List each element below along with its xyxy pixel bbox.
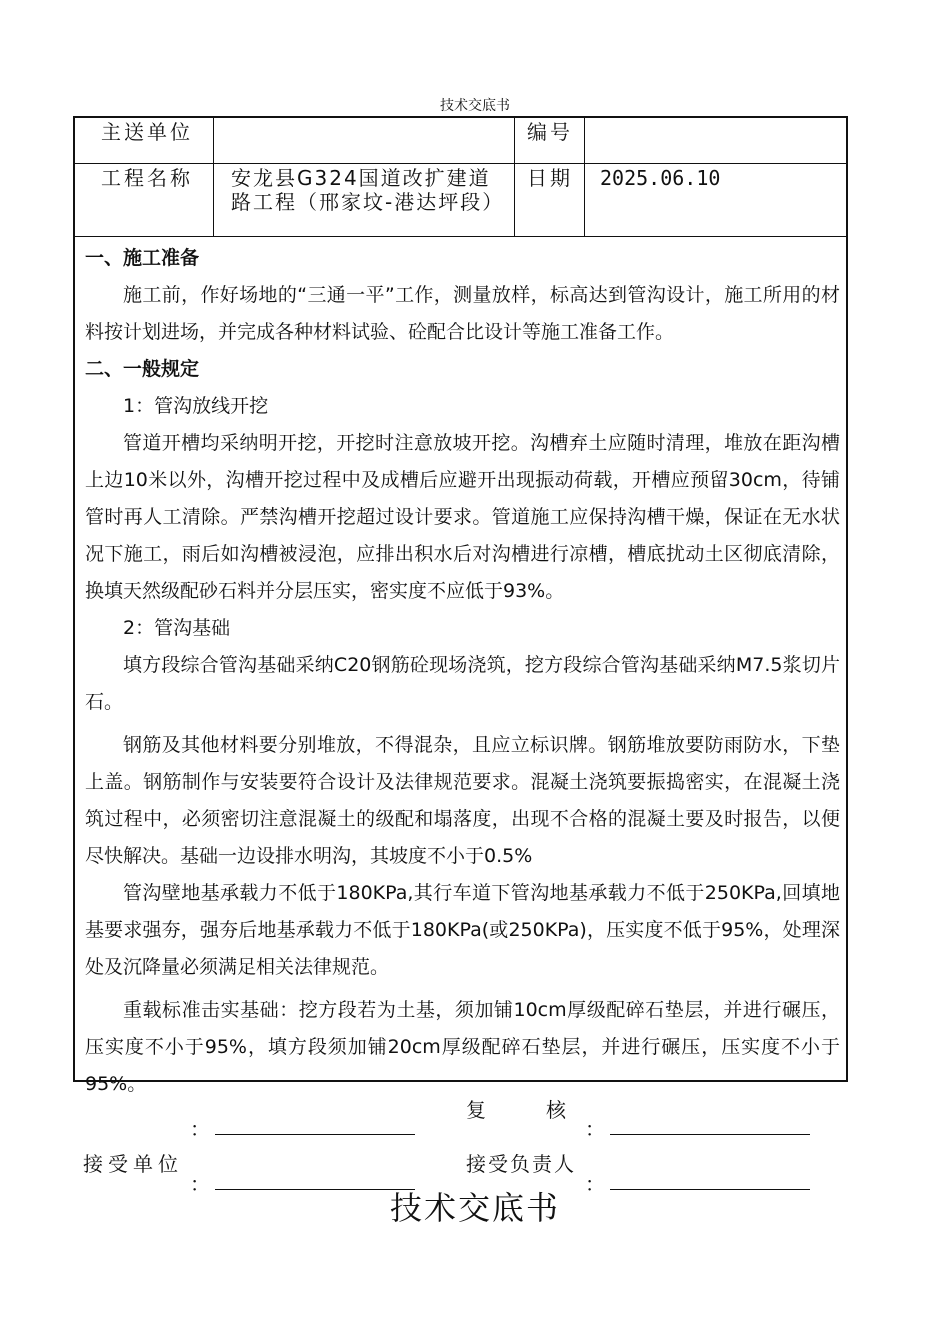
column-divider [213,118,214,236]
sender-label: 主送单位 [101,120,193,144]
foundation-paragraph-3: 管沟壁地基承载力不低于180KPa,其行车道下管沟地基承载力不低于250KPa,回填地基要求强夯，强夯后地基承载力不低于180KPa(或250KPa)，压实度不低于95%，处理深处及沉降量必须满足相关法律规范。 [85,882,840,978]
project-name-value: 安龙县G324国道改扩建道路工程（邢家坟-港达坪段） [231,166,505,214]
row-divider [75,236,846,237]
subheading-trench-excavation: 1：管沟放线开挖 [123,395,269,417]
footer-title: 技术交底书 [389,1189,560,1227]
column-divider [514,118,515,236]
date-value: 2025.06.10 [600,166,721,190]
date-label: 日期 [527,166,573,190]
section-heading-general-rules: 二、一般规定 [85,358,200,380]
foundation-paragraph-1: 填方段综合管沟基础采纳C20钢筋砼现场浇筑，挖方段综合管沟基础采纳M7.5浆切片石。 [85,654,840,713]
receiver-unit-label: 接受单位 [83,1152,183,1176]
signature-line-review [610,1134,810,1135]
trench-excavation-paragraph: 管道开槽均采纳明开挖，开挖时注意放坡开挖。沟槽弃土应随时清理，堆放在距沟槽上边10米以外，沟槽开挖过程中及成槽后应避开出现振动荷载，开槽应预留30cm，待铺管时再人工清除。严禁沟槽开挖超过设计要求。管道施工应保持沟槽干燥，保证在无水状况下施工，雨后如沟槽被浸泡，应排出积水后对沟槽进行凉槽，槽底扰动土区彻底清除，换填天然级配砂石料并分层压实，密实度不应低于93%。 [85,432,840,602]
section-heading-preparation: 一、施工准备 [85,247,200,269]
page-header-title: 技术交底书 [440,98,510,114]
review-label: 复 核 [466,1098,566,1122]
foundation-paragraph-4: 重载标准击实基础：挖方段若为土基，须加铺10cm厚级配碎石垫层，并进行碾压，压实度不小于95%，填方段须加铺20cm厚级配碎石垫层，并进行碾压，压实度不小于95%。 [85,999,840,1095]
signature-colon: ： [585,1172,605,1196]
preparation-paragraph: 施工前，作好场地的“三通一平”工作，测量放样，标高达到管沟设计，施工所用的材料按计划进场，并完成各种材料试验、砼配合比设计等施工准备工作。 [85,284,840,343]
disclosure-table [73,116,848,1095]
project-name-label: 工程名称 [101,166,193,190]
subheading-trench-foundation: 2：管沟基础 [123,617,231,639]
signature-line-receiver-unit-top [215,1134,415,1135]
disclosure-body [85,240,840,1103]
signature-colon: ： [190,1172,210,1196]
column-divider [584,118,585,236]
row-divider [75,163,846,164]
receiver-person-label: 接受负责人 [466,1152,576,1176]
number-label: 编号 [527,120,573,144]
signature-colon: ： [585,1117,605,1141]
foundation-paragraph-2: 钢筋及其他材料要分别堆放，不得混杂，且应立标识牌。钢筋堆放要防雨防水，下垫上盖。钢筋制作与安装要符合设计及法律规范要求。混凝土浇筑要振捣密实，在混凝土浇筑过程中，必须密切注意混凝土的级配和塌落度，出现不合格的混凝土要及时报告，以便尽快解决。基础一边设排水明沟，其坡度不小于0.5% [85,734,840,867]
signature-colon: ： [190,1117,210,1141]
